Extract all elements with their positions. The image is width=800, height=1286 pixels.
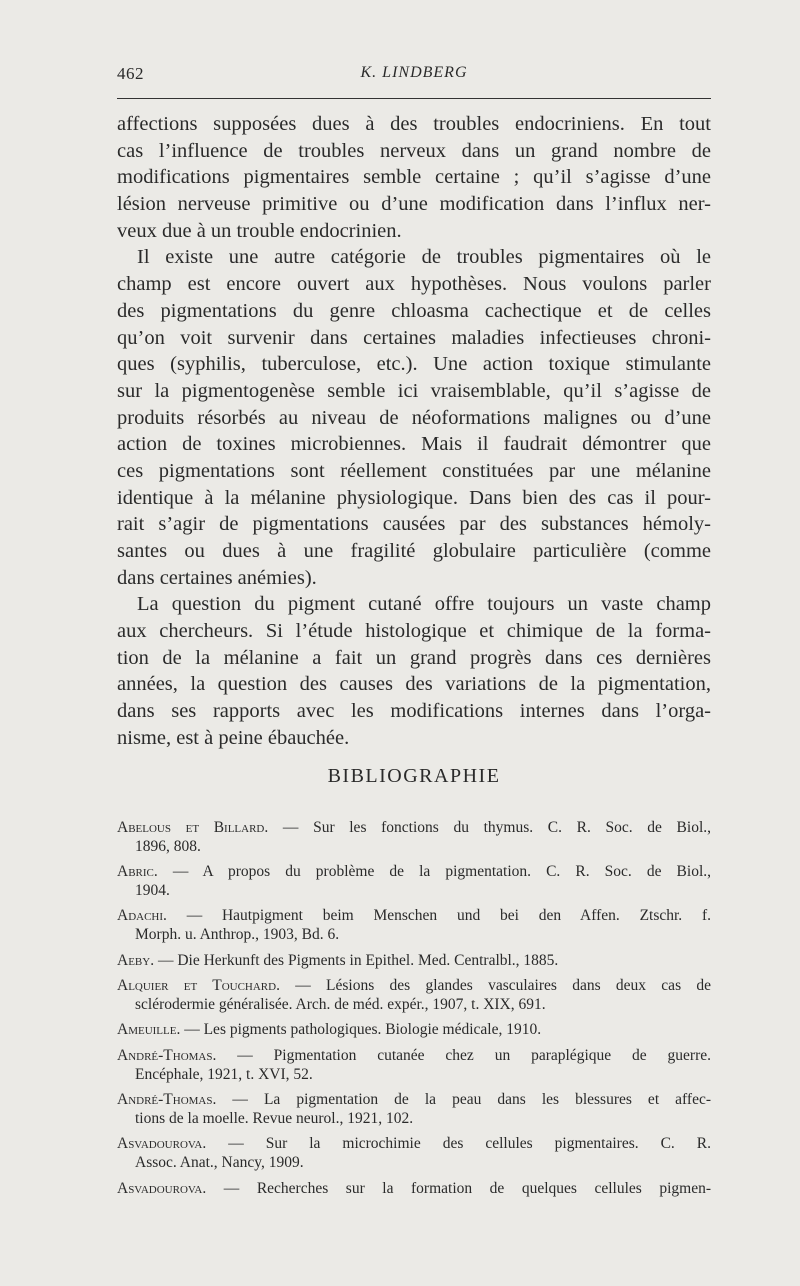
entry-text: — Sur les fonctions du thymus. C. R. Soc. de Biol.,	[282, 819, 712, 836]
entry-text: — Hautpigment beim Menschen und bei den Affen. Ztschr. f.	[186, 907, 712, 925]
body-line: tion de la mélanine a fait un grand progrès dans ces dernières	[117, 646, 711, 669]
entry-text: — Sur la microchimie des cellules pigmentaires. C. R.	[228, 1135, 711, 1153]
body-line: action de toxines microbiennes. Mais il faudrait démontrer que	[117, 433, 711, 456]
entry-text: — Pigmentation cutanée chez un paraplégique de guerre.	[237, 1046, 711, 1064]
entry-text: 1896, 808.	[135, 837, 201, 855]
page-header	[117, 64, 711, 88]
body-line: des pigmentations du genre chloasma cachectique et de celles	[117, 299, 711, 322]
entry-text: — La pigmentation de la peau dans les blessures et affec-	[232, 1091, 712, 1109]
bibliography-heading: BIBLIOGRAPHIE	[327, 765, 501, 787]
entry-text: — Die Herkunft des Pigments in Epithel. Med. Centralbl., 1885.	[157, 951, 559, 969]
entry-author: Alquier et Touchard	[117, 977, 277, 995]
entry-text: 1904.	[135, 881, 170, 899]
body-line: produits résorbés au niveau de néoformations malignes ou d’une	[117, 406, 711, 429]
bibliography-entry: Abelous et Billard. — Sur les fonctions du thymus. C. R. Soc. de Biol., 1896, 808.	[117, 819, 712, 855]
bibliography-entry: Asvadourova. — Sur la microchimie des cellules pigmentaires. C. R. Assoc. Anat., Nancy, 1909.	[117, 1135, 711, 1171]
header-rule	[117, 98, 711, 99]
entry-author: Aeby	[117, 951, 151, 969]
body-line: affections supposées dues à des troubles endocriniens. En tout	[117, 113, 711, 135]
bibliography-entry: Alquier et Touchard. — Lésions des glandes vasculaires dans deux cas de sclérodermie généralisée. Arch. de méd. expér., 1907, t. XIX, 691.	[117, 977, 712, 1013]
body-line: nisme, est à peine ébauchée.	[117, 726, 350, 749]
bibliography-entry: André-Thomas. — La pigmentation de la peau dans les blessures et affec- tions de la moelle. Revue neurol., 1921, 102.	[117, 1091, 712, 1127]
entry-text: Morph. u. Anthrop., 1903, Bd. 6.	[135, 925, 340, 943]
page-number: 462	[117, 64, 144, 83]
body-line: qu’on voit survenir dans certaines maladies infectieuses chroni-	[117, 326, 711, 349]
entry-author: Asvadourova	[117, 1179, 203, 1197]
bibliography-entry: Aeby. — Die Herkunft des Pigments in Epithel. Med. Centralbl., 1885.	[117, 951, 559, 969]
running-title: K. LINDBERG	[360, 64, 468, 81]
body-line: lésion nerveuse primitive ou d’une modification dans l’influx ner-	[117, 193, 711, 216]
entry-text: Encéphale, 1921, t. XVI, 52.	[135, 1065, 313, 1083]
bibliography-list	[117, 819, 711, 1198]
body-text	[117, 111, 711, 752]
bibliography-entry: Asvadourova. — Recherches sur la formation de quelques cellules pigmen-	[117, 1179, 712, 1197]
entry-author: Asvadourova	[117, 1135, 203, 1153]
entry-text: sclérodermie généralisée. Arch. de méd. expér., 1907, t. XIX, 691.	[135, 995, 546, 1013]
entry-text: Assoc. Anat., Nancy, 1909.	[135, 1153, 304, 1171]
body-line: aux chercheurs. Si l’étude histologique et chimique de la forma-	[117, 620, 711, 643]
entry-text: — Recherches sur la formation de quelques cellules pigmen-	[223, 1179, 712, 1197]
body-line: dans certaines anémies).	[117, 566, 317, 589]
bibliography-entry: Abric. — A propos du problème de la pigmentation. C. R. Soc. de Biol., 1904.	[117, 863, 712, 899]
entry-text: — Les pigments pathologiques. Biologie médicale, 1910.	[184, 1021, 542, 1039]
body-line: ces pigmentations sont réellement constituées par une mélanine	[117, 459, 711, 482]
body-line: veux due à un trouble endocrinien.	[117, 219, 402, 242]
entry-author: Abelous et Billard	[117, 819, 265, 836]
body-line: La question du pigment cutané offre toujours un vaste champ	[137, 593, 711, 616]
body-line: identique à la mélanine physiologique. Dans bien des cas il pour-	[117, 486, 711, 509]
entry-author: Ameuille	[117, 1021, 177, 1039]
body-line: champ est encore ouvert aux hypothèses. Nous voulons parler	[117, 273, 711, 296]
body-line: années, la question des causes des variations de la pigmentation,	[117, 673, 711, 696]
entry-text: — Lésions des glandes vasculaires dans deux cas de	[295, 977, 712, 995]
body-line: dans ses rapports avec les modifications internes dans l’orga-	[117, 700, 711, 723]
bibliography-entry: Adachi. — Hautpigment beim Menschen und bei den Affen. Ztschr. f. Morph. u. Anthrop., 1903, Bd. 6.	[117, 907, 712, 943]
bibliography-entry: André-Thomas. — Pigmentation cutanée chez un paraplégique de guerre. Encéphale, 1921, t. XVI, 52.	[117, 1046, 711, 1083]
entry-author: Adachi	[117, 907, 164, 925]
body-line: rait s’agir de pigmentations causées par des substances hémoly-	[117, 513, 711, 536]
entry-author: André-Thomas	[117, 1091, 213, 1109]
body-line: santes ou dues à une fragilité globulaire particulière (comme	[117, 540, 711, 562]
body-line: Il existe une autre catégorie de troubles pigmentaires où le	[137, 246, 711, 269]
entry-author: Abric	[117, 863, 154, 881]
bibliography-entry: Ameuille. — Les pigments pathologiques. Biologie médicale, 1910.	[117, 1021, 542, 1039]
body-line: sur la pigmentogenèse semble ici vraisemblable, qu’il s’agisse de	[117, 379, 711, 402]
entry-text: — A propos du problème de la pigmentation. C. R. Soc. de Biol.,	[172, 863, 712, 881]
body-line: modifications pigmentaires semble certaine ; qu’il s’agisse d’une	[117, 166, 711, 189]
entry-author: André-Thomas	[117, 1046, 213, 1064]
body-line: ques (syphilis, tuberculose, etc.). Une action toxique stimulante	[117, 353, 711, 376]
body-line: cas l’influence de troubles nerveux dans un grand nombre de	[117, 139, 711, 162]
entry-text: tions de la moelle. Revue neurol., 1921, 102.	[135, 1109, 414, 1127]
